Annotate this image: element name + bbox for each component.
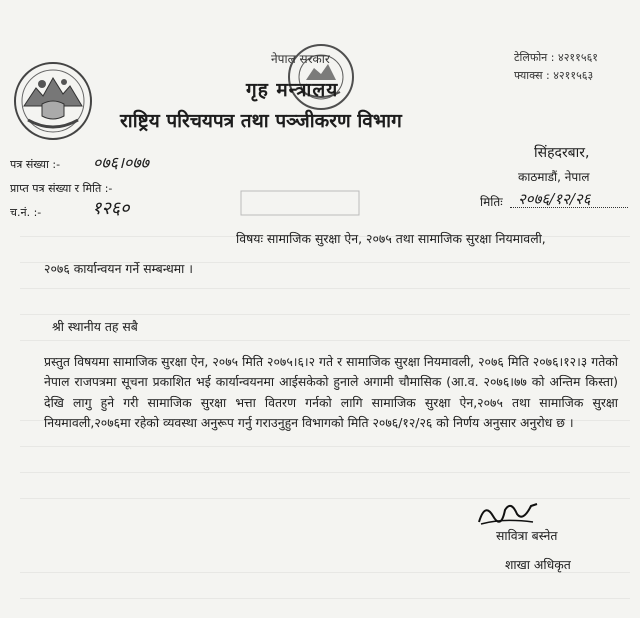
handwritten-signature [473, 496, 543, 530]
fax-number: फ्याक्स : ४२११५६३ [514, 69, 594, 82]
telephone-number: टेलिफोन : ४२११५६१ [514, 51, 599, 64]
subject-line-1: विषयः सामाजिक सुरक्षा ऐन, २०७५ तथा सामाजिक सुरक्षा नियमावली, [236, 231, 546, 246]
signer-title: शाखा अधिकृत [505, 557, 571, 572]
dispatch-number-value: १२६० [92, 198, 130, 219]
date-label: मितिः [480, 195, 503, 209]
office-location-line1: सिंहदरबार, [534, 145, 590, 161]
office-location-line2: काठमाडौं, नेपाल [518, 170, 590, 184]
received-letter-label: प्राप्त पत्र संख्या र मिति :- [10, 182, 113, 195]
letterhead-country: नेपाल सरकार [271, 52, 330, 66]
signer-name: सावित्रा बस्नेत [496, 528, 558, 543]
subject-line-2: २०७६ कार्यान्वयन गर्ने सम्बन्धमा । [44, 261, 194, 276]
faint-stamp-mark [240, 190, 360, 216]
government-emblem-icon [12, 60, 94, 142]
letter-body: प्रस्तुत विषयमा सामाजिक सुरक्षा ऐन, २०७५ मिति २०७५।६।२ गते र सामाजिक सुरक्षा नियमावली, २०७६ मिति २०७६।१२।३ गतेको नेपाल राजपत्रमा सूचना प्रकाशित भई कार्यान्वयनमा आईसकेको हुनाले अगामी चौमासिक (आ.व. २०७६।७७ को अन्तिम किस्ता) देखि लागु हुने गरी सामाजिक सुरक्षा भत्ता वितरण गर्नको लागि सामाजिक सुरक्षा ऐन,२०७५ तथा सामाजिक सुरक्षा नियमावली,२०७६मा रहेको व्यवस्था अनुरूप गर्नु गराउनुहुन विभागको मिति २०७६/१२/२६ को निर्णय अनुसार अनुरोध छ । [44, 354, 618, 431]
date-value: २०७६/१२/२६ [518, 190, 591, 208]
addressee: श्री स्थानीय तह सबै [52, 319, 138, 334]
dispatch-number-label: च.नं. :- [10, 206, 42, 219]
letterhead-ministry: गृह मन्त्रालय [246, 79, 339, 101]
date-underline [510, 207, 628, 208]
letterhead-department: राष्ट्रिय परिचयपत्र तथा पञ्जीकरण विभाग [120, 110, 402, 132]
letter-number-value: ०७६।०७७ [93, 153, 149, 172]
letter-number-label: पत्र संख्या :- [10, 158, 61, 171]
